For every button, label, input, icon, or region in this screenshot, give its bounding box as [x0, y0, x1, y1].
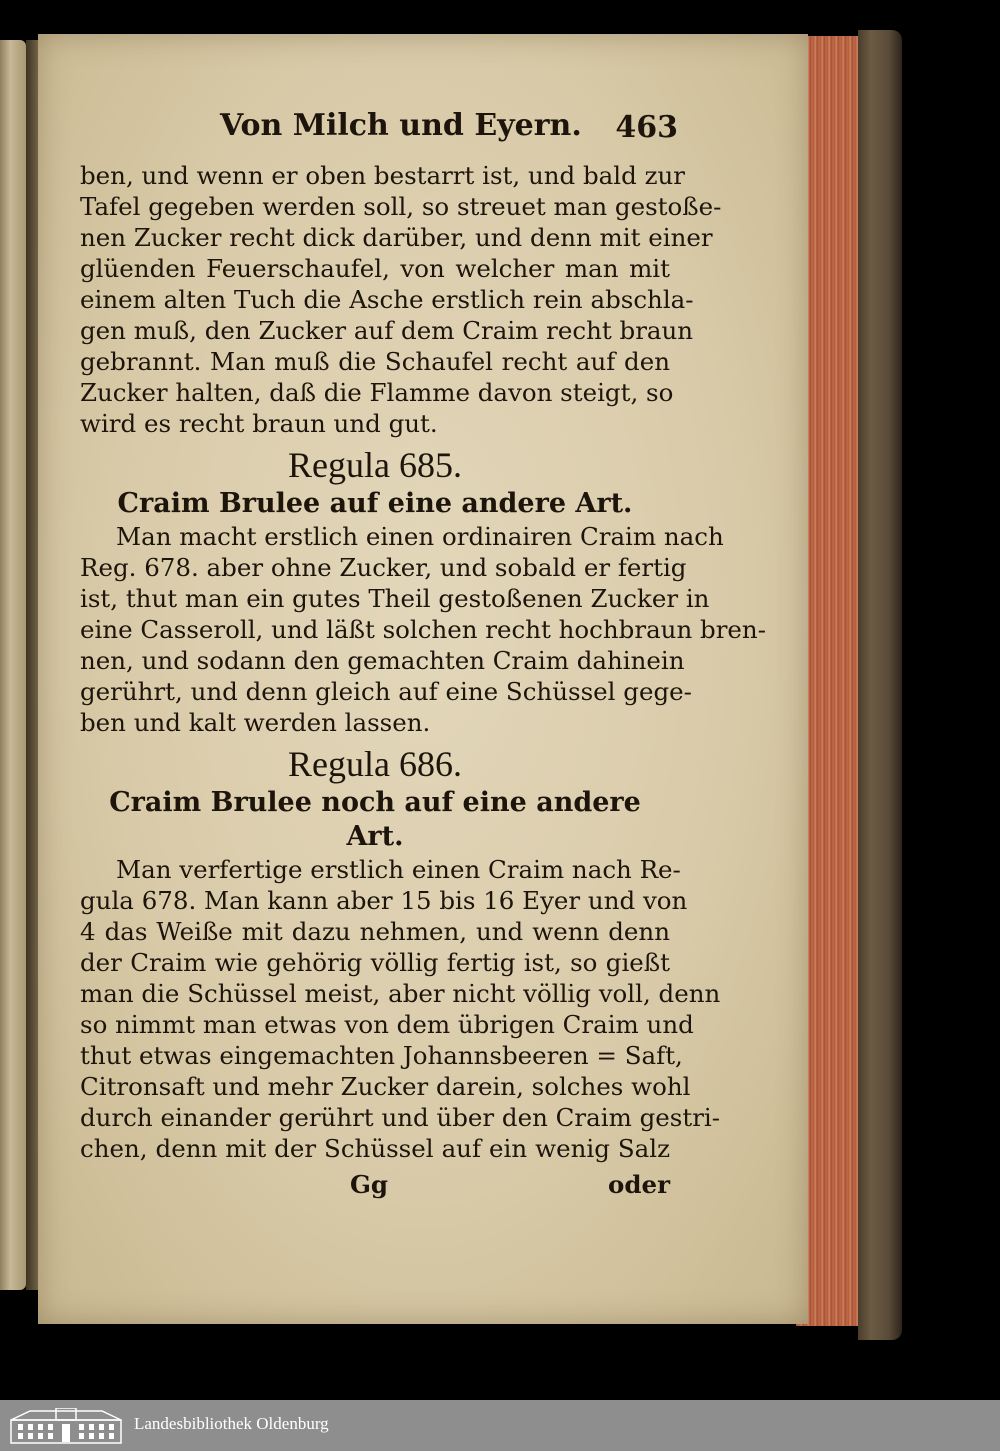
recipe-title: Craim Brulee noch auf eine andere Art. [109, 787, 641, 852]
section-regula-686 [80, 742, 721, 1164]
text-line: gerührt, und denn gleich auf eine Schüssel gege- [80, 677, 692, 706]
text-line: gula 678. Man kann aber 15 bis 16 Eyer und von [80, 886, 688, 915]
text-line: gebrannt. Man muß die Schaufel recht auf den [80, 347, 670, 376]
text-line: eine Casseroll, und läßt solchen recht hochbraun bren- [80, 615, 766, 644]
text-line: gen muß, den Zucker auf dem Craim recht braun [80, 316, 694, 345]
text-line: nen, und sodann den gemachten Craim dahinein [80, 646, 685, 675]
library-building-icon [10, 1408, 122, 1444]
library-name: Landesbibliothek Oldenburg [134, 1414, 329, 1433]
running-head [80, 100, 678, 160]
signature-mark: Gg [350, 1170, 389, 1199]
text-line: Zucker halten, daß die Flamme davon steigt, so [80, 378, 674, 407]
text-line: chen, denn mit der Schüssel auf ein wenig Salz [80, 1134, 670, 1163]
catchword: oder [608, 1170, 670, 1199]
text-line: Man macht erstlich einen ordinairen Craim nach [116, 522, 724, 551]
text-line: Citronsaft und mehr Zucker darein, solches wohl [80, 1072, 691, 1101]
text-line: ben, und wenn er oben bestarrt ist, und bald zur [80, 161, 685, 190]
page-text [80, 100, 766, 1204]
text-line: wird es recht braun und gut. [80, 409, 438, 438]
text-line: 4 das Weiße mit dazu nehmen, und wenn denn [80, 917, 670, 946]
text-line: thut etwas eingemachten Johannsbeeren = Saft, [80, 1041, 683, 1070]
text-line: der Craim wie gehörig völlig fertig ist, so gießt [80, 948, 670, 977]
text-line: Tafel gegeben werden soll, so streuet man gestoße- [80, 192, 722, 221]
text-line: ben und kalt werden lassen. [80, 708, 431, 737]
text-line: ist, thut man ein gutes Theil gestoßenen Zucker in [80, 584, 710, 613]
left-page-edge [0, 40, 26, 1290]
text-line: nen Zucker recht dick darüber, und denn mit einer [80, 223, 713, 252]
recipe-title: Craim Brulee auf eine andere Art. [117, 488, 633, 519]
library-footer [0, 1400, 1000, 1451]
text-line: einem alten Tuch die Asche erstlich rein abschla- [80, 285, 694, 314]
text-line: durch einander gerührt und über den Craim gestri- [80, 1103, 721, 1132]
text-line: Reg. 678. aber ohne Zucker, und sobald er fertig [80, 553, 687, 582]
text-line: glüenden Feuerschaufel, von welcher man mit [80, 254, 670, 283]
page-footer-line [80, 1170, 670, 1204]
paragraph-continuation [80, 160, 722, 439]
book-binding [858, 30, 902, 1340]
section-regula-685 [80, 443, 766, 738]
regula-heading: Regula 686. [288, 744, 462, 784]
regula-heading: Regula 685. [288, 445, 462, 485]
text-line: man die Schüssel meist, aber nicht völlig voll, denn [80, 979, 721, 1008]
text-line: Man verfertige erstlich einen Craim nach Re- [116, 855, 681, 884]
page-number: 463 [615, 110, 678, 145]
text-line: so nimmt man etwas von dem übrigen Craim und [80, 1010, 694, 1039]
running-title: Von Milch und Eyern. [220, 108, 582, 143]
